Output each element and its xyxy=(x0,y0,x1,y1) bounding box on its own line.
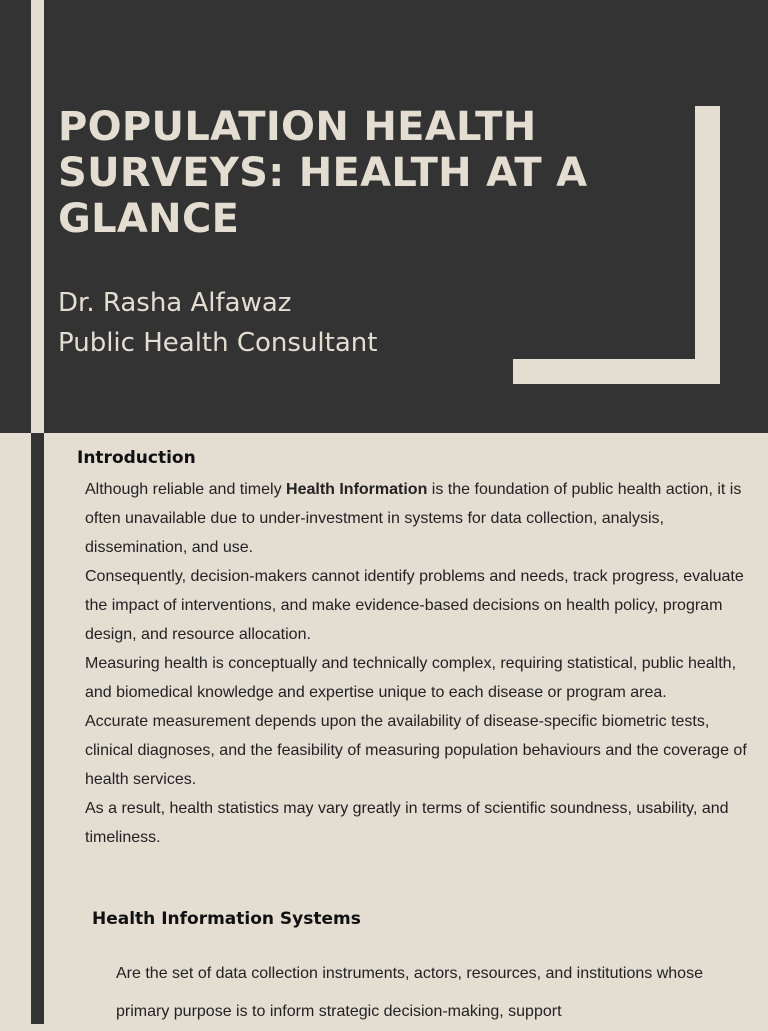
emphasis-text: Health Information xyxy=(286,481,428,498)
slide-title: POPULATION HEALTH SURVEYS: HEALTH AT A GLANCE xyxy=(58,104,588,242)
list-item: Although reliable and timely Health Information is the foundation of public health action, it is often unavailable due to under-investment in systems for data collection, analysis, dissemination, and use. xyxy=(85,481,742,556)
his-list xyxy=(90,955,710,1031)
list-item: Measuring health is conceptually and technically complex, requiring statistical, public health, and biomedical knowledge and expertise unique to each disease or program area. xyxy=(85,655,737,701)
introduction-heading: Introduction xyxy=(77,448,196,468)
left-dark-bar xyxy=(31,433,44,1024)
slide-subtitle xyxy=(58,283,377,363)
introduction-list xyxy=(58,475,758,852)
list-item: Accurate measurement depends upon the availability of disease-specific biometric tests, clinical diagnoses, and the feasibility of measuring population behaviours and the coverage of health services. xyxy=(85,713,747,788)
left-accent-bar xyxy=(31,0,44,433)
author-role: Public Health Consultant xyxy=(58,328,378,358)
title-slide xyxy=(0,0,768,433)
corner-accent-vertical xyxy=(695,106,720,384)
author-name: Dr. Rasha Alfawaz xyxy=(58,288,292,318)
corner-accent-horizontal xyxy=(513,359,720,384)
list-item: Are the set of data collection instruments, actors, resources, and institutions whose primary purpose is to inform strategic decision-making, support xyxy=(116,965,703,1020)
health-information-systems-heading: Health Information Systems xyxy=(92,909,361,929)
list-item: As a result, health statistics may vary greatly in terms of scientific soundness, usability, and timeliness. xyxy=(85,800,729,846)
list-item: Consequently, decision-makers cannot identify problems and needs, track progress, evaluate the impact of interventions, and make evidence-based decisions on health policy, program design, and resource allocation. xyxy=(85,568,744,643)
